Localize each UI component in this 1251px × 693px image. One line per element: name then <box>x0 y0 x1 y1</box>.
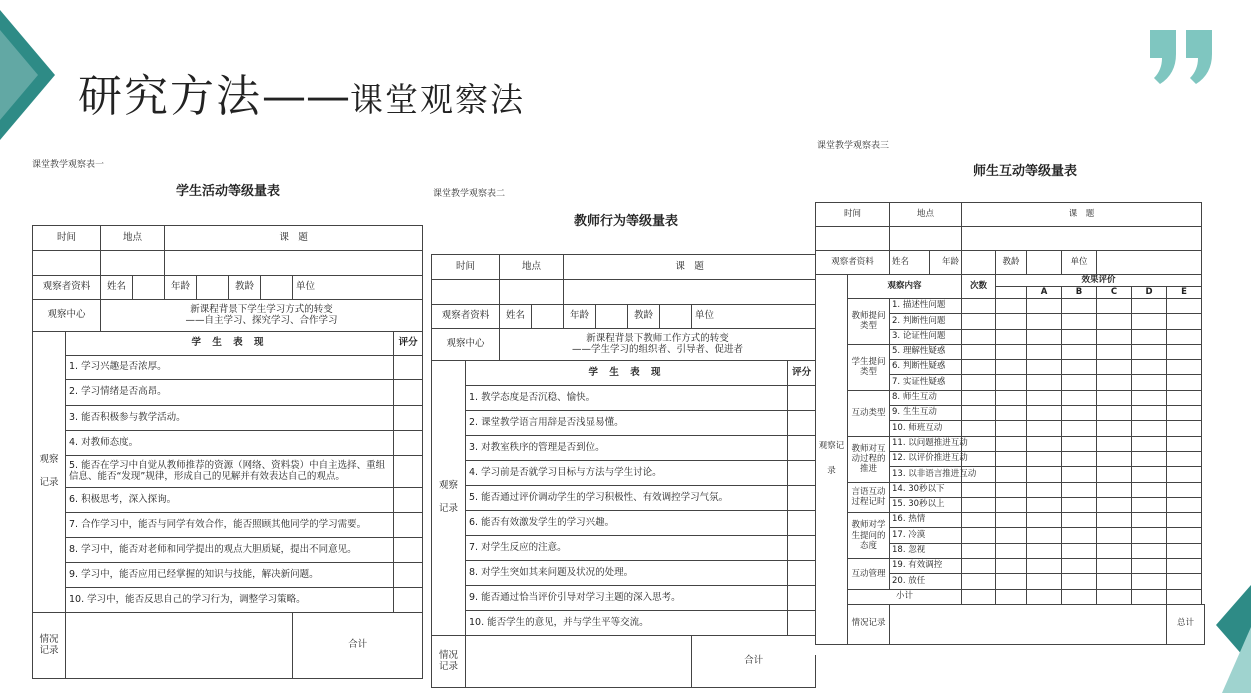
grade-cell[interactable] <box>996 513 1027 528</box>
subtotal-cell[interactable] <box>1167 589 1202 604</box>
group-label: 互动管理 <box>848 559 890 590</box>
item-label: 15. 30秒以上 <box>890 497 962 512</box>
item-label: 7. 实证性疑惑 <box>890 375 962 390</box>
student-activity-table <box>32 225 423 679</box>
item-label: 18. 忽视 <box>890 543 962 558</box>
count-cell[interactable] <box>962 482 996 497</box>
age-label: 年龄 <box>165 276 197 300</box>
grade-cell[interactable] <box>1097 574 1132 589</box>
grade-cell[interactable] <box>1097 543 1132 558</box>
grade-cell[interactable] <box>1062 329 1097 344</box>
grade-cell[interactable] <box>1132 314 1167 329</box>
grade-cell[interactable] <box>1062 390 1097 405</box>
count-cell[interactable] <box>962 360 996 375</box>
subtotal-cell[interactable] <box>962 589 996 604</box>
item-row: 6. 积极思考，深入探询。 <box>66 488 394 513</box>
grade-cell[interactable] <box>1097 528 1132 543</box>
grade-cell[interactable] <box>1097 513 1132 528</box>
subtotal-cell[interactable] <box>1132 589 1167 604</box>
grade-cell[interactable] <box>1132 436 1167 451</box>
count-cell[interactable] <box>962 543 996 558</box>
grade-header: A <box>1027 287 1062 299</box>
grade-cell[interactable] <box>996 436 1027 451</box>
count-cell[interactable] <box>962 513 996 528</box>
item-row: 5. 能否通过评价调动学生的学习积极性、有效调控学习气氛。 <box>466 486 788 511</box>
time-cell[interactable] <box>816 227 890 251</box>
item-row: 3. 对教室秩序的管理是否到位。 <box>466 436 788 461</box>
item-row: 2. 学习情绪是否高昂。 <box>66 380 394 406</box>
topic-label: 课 题 <box>564 255 816 280</box>
count-cell[interactable] <box>962 390 996 405</box>
observer-label: 观察者资料 <box>816 251 890 275</box>
sheet-caption: 课堂教学观察表二 <box>433 189 506 199</box>
item-label: 16. 热情 <box>890 513 962 528</box>
grade-cell[interactable] <box>1132 559 1167 574</box>
effect-header: 效果评价 <box>996 275 1202 287</box>
grade-cell[interactable] <box>1132 375 1167 390</box>
record-cell[interactable] <box>890 604 1167 644</box>
grade-cell[interactable] <box>1062 513 1097 528</box>
grade-cell[interactable] <box>1132 299 1167 314</box>
grade-cell[interactable] <box>1062 559 1097 574</box>
observer-label: 观察者资料 <box>432 305 500 329</box>
score-header: 评分 <box>788 361 816 386</box>
grade-cell[interactable] <box>1062 528 1097 543</box>
grade-cell[interactable] <box>1027 497 1062 512</box>
grade-cell[interactable] <box>1062 314 1097 329</box>
item-row: 10. 能否学生的意见，并与学生平等交流。 <box>466 611 788 636</box>
item-row: 5. 能否在学习中自觉从教师推荐的资源（网络、资料袋）中自主选择、重组信息、能否“发现”规律，形成自己的见解并有效表达自己的观点。 <box>66 456 394 488</box>
teach-age-cell[interactable] <box>261 276 293 300</box>
group-label: 言语互动过程记时 <box>848 482 890 513</box>
subtotal-label: 小计 <box>848 589 962 604</box>
teach-age-label: 教龄 <box>996 251 1027 275</box>
item-label: 19. 有效调控 <box>890 559 962 574</box>
grade-cell[interactable] <box>996 559 1027 574</box>
count-cell[interactable] <box>962 574 996 589</box>
grade-cell[interactable] <box>1132 406 1167 421</box>
grade-cell[interactable] <box>1027 451 1062 466</box>
teach-age-label: 教龄 <box>229 276 261 300</box>
sheet-heading: 教师行为等级量表 <box>573 214 678 229</box>
grade-cell[interactable] <box>1027 390 1062 405</box>
item-row: 6. 能否有效激发学生的学习兴趣。 <box>466 511 788 536</box>
teacher-behavior-sheet <box>431 180 813 693</box>
count-cell[interactable] <box>962 329 996 344</box>
grade-cell[interactable] <box>1097 360 1132 375</box>
focus-line-1: 新课程背景下学生学习方式的转变 <box>190 303 333 315</box>
page-title <box>78 60 525 124</box>
group-label: 教师对互动过程的推进 <box>848 436 890 482</box>
grade-cell[interactable] <box>996 467 1027 482</box>
grade-cell[interactable] <box>1062 421 1097 436</box>
item-label: 12. 以评价推进互动 <box>890 451 962 466</box>
age-cell[interactable] <box>596 305 628 329</box>
grade-cell[interactable] <box>1167 390 1202 405</box>
grade-cell[interactable] <box>1132 421 1167 436</box>
grade-cell[interactable] <box>1167 360 1202 375</box>
grade-cell[interactable] <box>1167 421 1202 436</box>
score-cell[interactable] <box>788 436 816 461</box>
topic-cell[interactable] <box>962 227 1202 251</box>
item-label: 20. 放任 <box>890 574 962 589</box>
grade-cell[interactable] <box>996 390 1027 405</box>
teacher-student-interaction-sheet <box>815 130 1207 655</box>
grade-cell[interactable] <box>1167 543 1202 558</box>
age-cell[interactable] <box>962 251 996 275</box>
place-label: 地点 <box>890 203 962 227</box>
grade-cell[interactable] <box>1132 467 1167 482</box>
score-cell[interactable] <box>788 461 816 486</box>
grade-spacer <box>996 287 1027 299</box>
grade-cell[interactable] <box>996 299 1027 314</box>
content-header: 观察内容 <box>848 275 962 299</box>
grade-cell[interactable] <box>1097 406 1132 421</box>
name-cell[interactable] <box>133 276 165 300</box>
grade-cell[interactable] <box>1132 360 1167 375</box>
grade-cell[interactable] <box>1027 528 1062 543</box>
grade-cell[interactable] <box>1167 513 1202 528</box>
grade-cell[interactable] <box>1132 451 1167 466</box>
record-label: 情况记录 <box>33 613 66 679</box>
grade-cell[interactable] <box>1167 329 1202 344</box>
title-dash: —— <box>262 71 350 122</box>
grade-cell[interactable] <box>1062 375 1097 390</box>
grade-cell[interactable] <box>996 344 1027 359</box>
item-row: 9. 学习中，能否应用已经掌握的知识与技能，解决新问题。 <box>66 563 394 588</box>
place-cell[interactable] <box>101 251 165 276</box>
grade-cell[interactable] <box>1132 513 1167 528</box>
focus-label: 观察中心 <box>33 300 101 332</box>
grade-cell[interactable] <box>1167 375 1202 390</box>
grade-cell[interactable] <box>1167 559 1202 574</box>
place-cell[interactable] <box>890 227 962 251</box>
grade-cell[interactable] <box>996 543 1027 558</box>
grade-cell[interactable] <box>1027 299 1062 314</box>
grade-cell[interactable] <box>1167 467 1202 482</box>
item-row: 8. 对学生突如其来问题及状况的处理。 <box>466 561 788 586</box>
grade-cell[interactable] <box>1097 314 1132 329</box>
grade-cell[interactable] <box>1097 390 1132 405</box>
record-label: 情况记录 <box>848 604 890 644</box>
grade-cell[interactable] <box>1132 528 1167 543</box>
item-row: 2. 课堂教学语言用辞是否浅显易懂。 <box>466 411 788 436</box>
name-cell[interactable] <box>532 305 564 329</box>
topic-label: 课 题 <box>165 226 423 251</box>
grade-cell[interactable] <box>1097 451 1132 466</box>
score-cell[interactable] <box>788 486 816 511</box>
grade-cell[interactable] <box>1062 344 1097 359</box>
grade-cell[interactable] <box>1097 299 1132 314</box>
grade-header: B <box>1062 287 1097 299</box>
grade-cell[interactable] <box>1097 329 1132 344</box>
subtotal-cell[interactable] <box>1027 589 1062 604</box>
observation-side-label: 观察记录 <box>432 361 466 636</box>
grade-cell[interactable] <box>996 329 1027 344</box>
item-row: 8. 学习中，能否对老师和同学提出的观点大胆质疑，提出不同意见。 <box>66 538 394 563</box>
item-row: 7. 对学生反应的注意。 <box>466 536 788 561</box>
item-label: 3. 论证性问题 <box>890 329 962 344</box>
grade-cell[interactable] <box>1027 543 1062 558</box>
item-row: 1. 学习兴趣是否浓厚。 <box>66 356 394 380</box>
total-label: 合计 <box>692 636 816 688</box>
grade-cell[interactable] <box>1062 299 1097 314</box>
score-header: 评分 <box>394 332 423 356</box>
score-cell[interactable] <box>788 511 816 536</box>
time-label: 时间 <box>816 203 890 227</box>
item-label: 1. 描述性问题 <box>890 299 962 314</box>
grade-cell[interactable] <box>1132 497 1167 512</box>
teach-age-label: 教龄 <box>628 305 660 329</box>
grade-cell[interactable] <box>996 482 1027 497</box>
topic-cell[interactable] <box>564 280 816 305</box>
time-cell[interactable] <box>33 251 101 276</box>
unit-label: 单位 <box>293 276 423 300</box>
score-cell[interactable] <box>394 380 423 406</box>
grade-cell[interactable] <box>1097 559 1132 574</box>
triangle-corner-icon <box>1208 585 1251 693</box>
student-activity-sheet <box>32 150 424 690</box>
grade-cell[interactable] <box>1027 421 1062 436</box>
grade-cell[interactable] <box>996 375 1027 390</box>
age-label: 年龄 <box>564 305 596 329</box>
count-cell[interactable] <box>962 497 996 512</box>
score-cell[interactable] <box>788 386 816 411</box>
sheet-caption: 课堂教学观察表三 <box>817 141 890 151</box>
grade-cell[interactable] <box>1097 482 1132 497</box>
grade-cell[interactable] <box>1027 482 1062 497</box>
focus-label: 观察中心 <box>432 329 500 361</box>
unit-label: 单位 <box>1062 251 1097 275</box>
title-main: 研究方法 <box>78 71 262 122</box>
score-cell[interactable] <box>394 538 423 563</box>
name-label: 姓名 <box>890 251 930 275</box>
count-cell[interactable] <box>962 344 996 359</box>
grade-cell[interactable] <box>1027 436 1062 451</box>
score-cell[interactable] <box>788 536 816 561</box>
item-label: 10. 师班互动 <box>890 421 962 436</box>
grade-cell[interactable] <box>1167 299 1202 314</box>
focus-line-1: 新课程背景下教师工作方式的转变 <box>586 332 729 344</box>
total-label: 总计 <box>1167 604 1205 644</box>
item-label: 5. 理解性疑惑 <box>890 344 962 359</box>
grade-cell[interactable] <box>1132 574 1167 589</box>
grade-cell[interactable] <box>1062 406 1097 421</box>
count-cell[interactable] <box>962 375 996 390</box>
score-cell[interactable] <box>788 611 816 636</box>
grade-cell[interactable] <box>1062 482 1097 497</box>
grade-cell[interactable] <box>1167 497 1202 512</box>
grade-cell[interactable] <box>1062 436 1097 451</box>
group-label: 教师对学生提问的态度 <box>848 513 890 559</box>
time-label: 时间 <box>33 226 101 251</box>
score-cell[interactable] <box>788 411 816 436</box>
sheet-caption: 课堂教学观察表一 <box>32 160 105 170</box>
grade-cell[interactable] <box>1167 451 1202 466</box>
item-label: 14. 30秒以下 <box>890 482 962 497</box>
grade-cell[interactable] <box>1132 543 1167 558</box>
grade-header: E <box>1167 287 1202 299</box>
score-cell[interactable] <box>788 561 816 586</box>
grade-cell[interactable] <box>1167 344 1202 359</box>
grade-cell[interactable] <box>1097 344 1132 359</box>
teach-age-cell[interactable] <box>1027 251 1062 275</box>
item-label: 9. 生生互动 <box>890 406 962 421</box>
grade-cell[interactable] <box>996 497 1027 512</box>
score-cell[interactable] <box>394 563 423 588</box>
grade-cell[interactable] <box>1062 543 1097 558</box>
grade-cell[interactable] <box>1062 360 1097 375</box>
item-label: 6. 判断性疑惑 <box>890 360 962 375</box>
grade-cell[interactable] <box>1132 482 1167 497</box>
grade-cell[interactable] <box>1097 497 1132 512</box>
grade-cell[interactable] <box>1167 528 1202 543</box>
place-cell[interactable] <box>500 280 564 305</box>
teach-age-cell[interactable] <box>660 305 692 329</box>
focus-line-2: ——自主学习、探究学习、合作学习 <box>185 314 338 326</box>
score-cell[interactable] <box>394 356 423 380</box>
grade-cell[interactable] <box>1132 390 1167 405</box>
record-cell[interactable] <box>466 636 692 688</box>
group-label: 教师提问类型 <box>848 299 890 345</box>
grade-cell[interactable] <box>1062 451 1097 466</box>
item-row: 4. 对教师态度。 <box>66 431 394 456</box>
grade-cell[interactable] <box>1027 559 1062 574</box>
topic-cell[interactable] <box>165 251 423 276</box>
triangle-arrow-icon <box>0 0 60 150</box>
item-label: 8. 师生互动 <box>890 390 962 405</box>
grade-cell[interactable] <box>1027 574 1062 589</box>
grade-cell[interactable] <box>1097 467 1132 482</box>
unit-label: 单位 <box>692 305 816 329</box>
score-cell[interactable] <box>394 456 423 488</box>
grade-header: D <box>1132 287 1167 299</box>
grade-cell[interactable] <box>1027 314 1062 329</box>
subtotal-cell[interactable] <box>996 589 1027 604</box>
name-label: 姓名 <box>101 276 133 300</box>
teacher-behavior-table <box>431 254 816 688</box>
subtotal-cell[interactable] <box>1062 589 1097 604</box>
score-cell[interactable] <box>394 406 423 431</box>
place-label: 地点 <box>500 255 564 280</box>
grade-cell[interactable] <box>1027 360 1062 375</box>
grade-cell[interactable] <box>1097 375 1132 390</box>
sheet-heading: 师生互动等级量表 <box>972 164 1077 179</box>
grade-cell[interactable] <box>1027 406 1062 421</box>
item-label: 13. 以非语言推进互动 <box>890 467 962 482</box>
grade-cell[interactable] <box>1062 467 1097 482</box>
title-sub: 课堂观察法 <box>350 80 525 119</box>
grade-cell[interactable] <box>996 451 1027 466</box>
observer-label: 观察者资料 <box>33 276 101 300</box>
subtotal-cell[interactable] <box>1097 589 1132 604</box>
count-cell[interactable] <box>962 528 996 543</box>
grade-cell[interactable] <box>1062 574 1097 589</box>
grade-cell[interactable] <box>996 421 1027 436</box>
grade-cell[interactable] <box>1027 467 1062 482</box>
total-label: 合计 <box>293 613 423 679</box>
observation-side-label: 观察记录 <box>33 332 66 613</box>
sheet-heading: 学生活动等级量表 <box>175 184 280 199</box>
age-label: 年龄 <box>930 251 962 275</box>
grade-cell[interactable] <box>996 360 1027 375</box>
place-label: 地点 <box>101 226 165 251</box>
age-cell[interactable] <box>197 276 229 300</box>
item-row: 9. 能否通过恰当评价引导对学习主题的深入思考。 <box>466 586 788 611</box>
item-row: 7. 合作学习中，能否与同学有效合作，能否照顾其他同学的学习需要。 <box>66 513 394 538</box>
item-row: 10. 学习中，能否反思自己的学习行为，调整学习策略。 <box>66 588 394 613</box>
unit-cell[interactable] <box>1097 251 1202 275</box>
grade-cell[interactable] <box>1167 436 1202 451</box>
grade-cell[interactable] <box>1167 406 1202 421</box>
grade-cell[interactable] <box>996 574 1027 589</box>
time-cell[interactable] <box>432 280 500 305</box>
grade-cell[interactable] <box>1167 482 1202 497</box>
performance-header: 学 生 表 现 <box>466 361 788 386</box>
grade-cell[interactable] <box>996 406 1027 421</box>
count-cell[interactable] <box>962 314 996 329</box>
score-cell[interactable] <box>788 586 816 611</box>
grade-cell[interactable] <box>1132 329 1167 344</box>
quotation-mark-icon <box>1148 28 1218 86</box>
grade-cell[interactable] <box>1027 344 1062 359</box>
score-cell[interactable] <box>394 431 423 456</box>
item-row: 4. 学习前是否就学习目标与方法与学生讨论。 <box>466 461 788 486</box>
focus-text <box>101 300 423 332</box>
focus-line-2: ——学生学习的组织者、引导者、促进者 <box>572 343 744 355</box>
interaction-table <box>815 202 1205 645</box>
record-label: 情况记录 <box>432 636 466 688</box>
count-cell[interactable] <box>962 299 996 314</box>
grade-cell[interactable] <box>1167 314 1202 329</box>
group-label: 互动类型 <box>848 390 890 436</box>
score-cell[interactable] <box>394 588 423 613</box>
score-cell[interactable] <box>394 513 423 538</box>
grade-cell[interactable] <box>996 528 1027 543</box>
grade-cell[interactable] <box>1062 497 1097 512</box>
record-cell[interactable] <box>66 613 293 679</box>
grade-header: C <box>1097 287 1132 299</box>
grade-cell[interactable] <box>1132 344 1167 359</box>
performance-header: 学 生 表 现 <box>66 332 394 356</box>
item-row: 1. 教学态度是否沉稳、愉快。 <box>466 386 788 411</box>
item-label: 17. 冷漠 <box>890 528 962 543</box>
grade-cell[interactable] <box>1027 513 1062 528</box>
grade-cell[interactable] <box>1027 375 1062 390</box>
score-cell[interactable] <box>394 488 423 513</box>
focus-text <box>500 329 816 361</box>
count-cell[interactable] <box>962 406 996 421</box>
grade-cell[interactable] <box>1097 436 1132 451</box>
time-label: 时间 <box>432 255 500 280</box>
count-header: 次数 <box>962 275 996 299</box>
grade-cell[interactable] <box>1167 574 1202 589</box>
observation-side-label: 观察记录 <box>816 275 848 645</box>
name-label: 姓名 <box>500 305 532 329</box>
group-label: 学生提问类型 <box>848 344 890 390</box>
grade-cell[interactable] <box>1097 421 1132 436</box>
grade-cell[interactable] <box>996 314 1027 329</box>
item-label: 2. 判断性问题 <box>890 314 962 329</box>
topic-label: 课 题 <box>962 203 1202 227</box>
count-cell[interactable] <box>962 559 996 574</box>
grade-cell[interactable] <box>1027 329 1062 344</box>
item-label: 11. 以问题推进互动 <box>890 436 962 451</box>
count-cell[interactable] <box>962 421 996 436</box>
item-row: 3. 能否积极参与教学活动。 <box>66 406 394 431</box>
